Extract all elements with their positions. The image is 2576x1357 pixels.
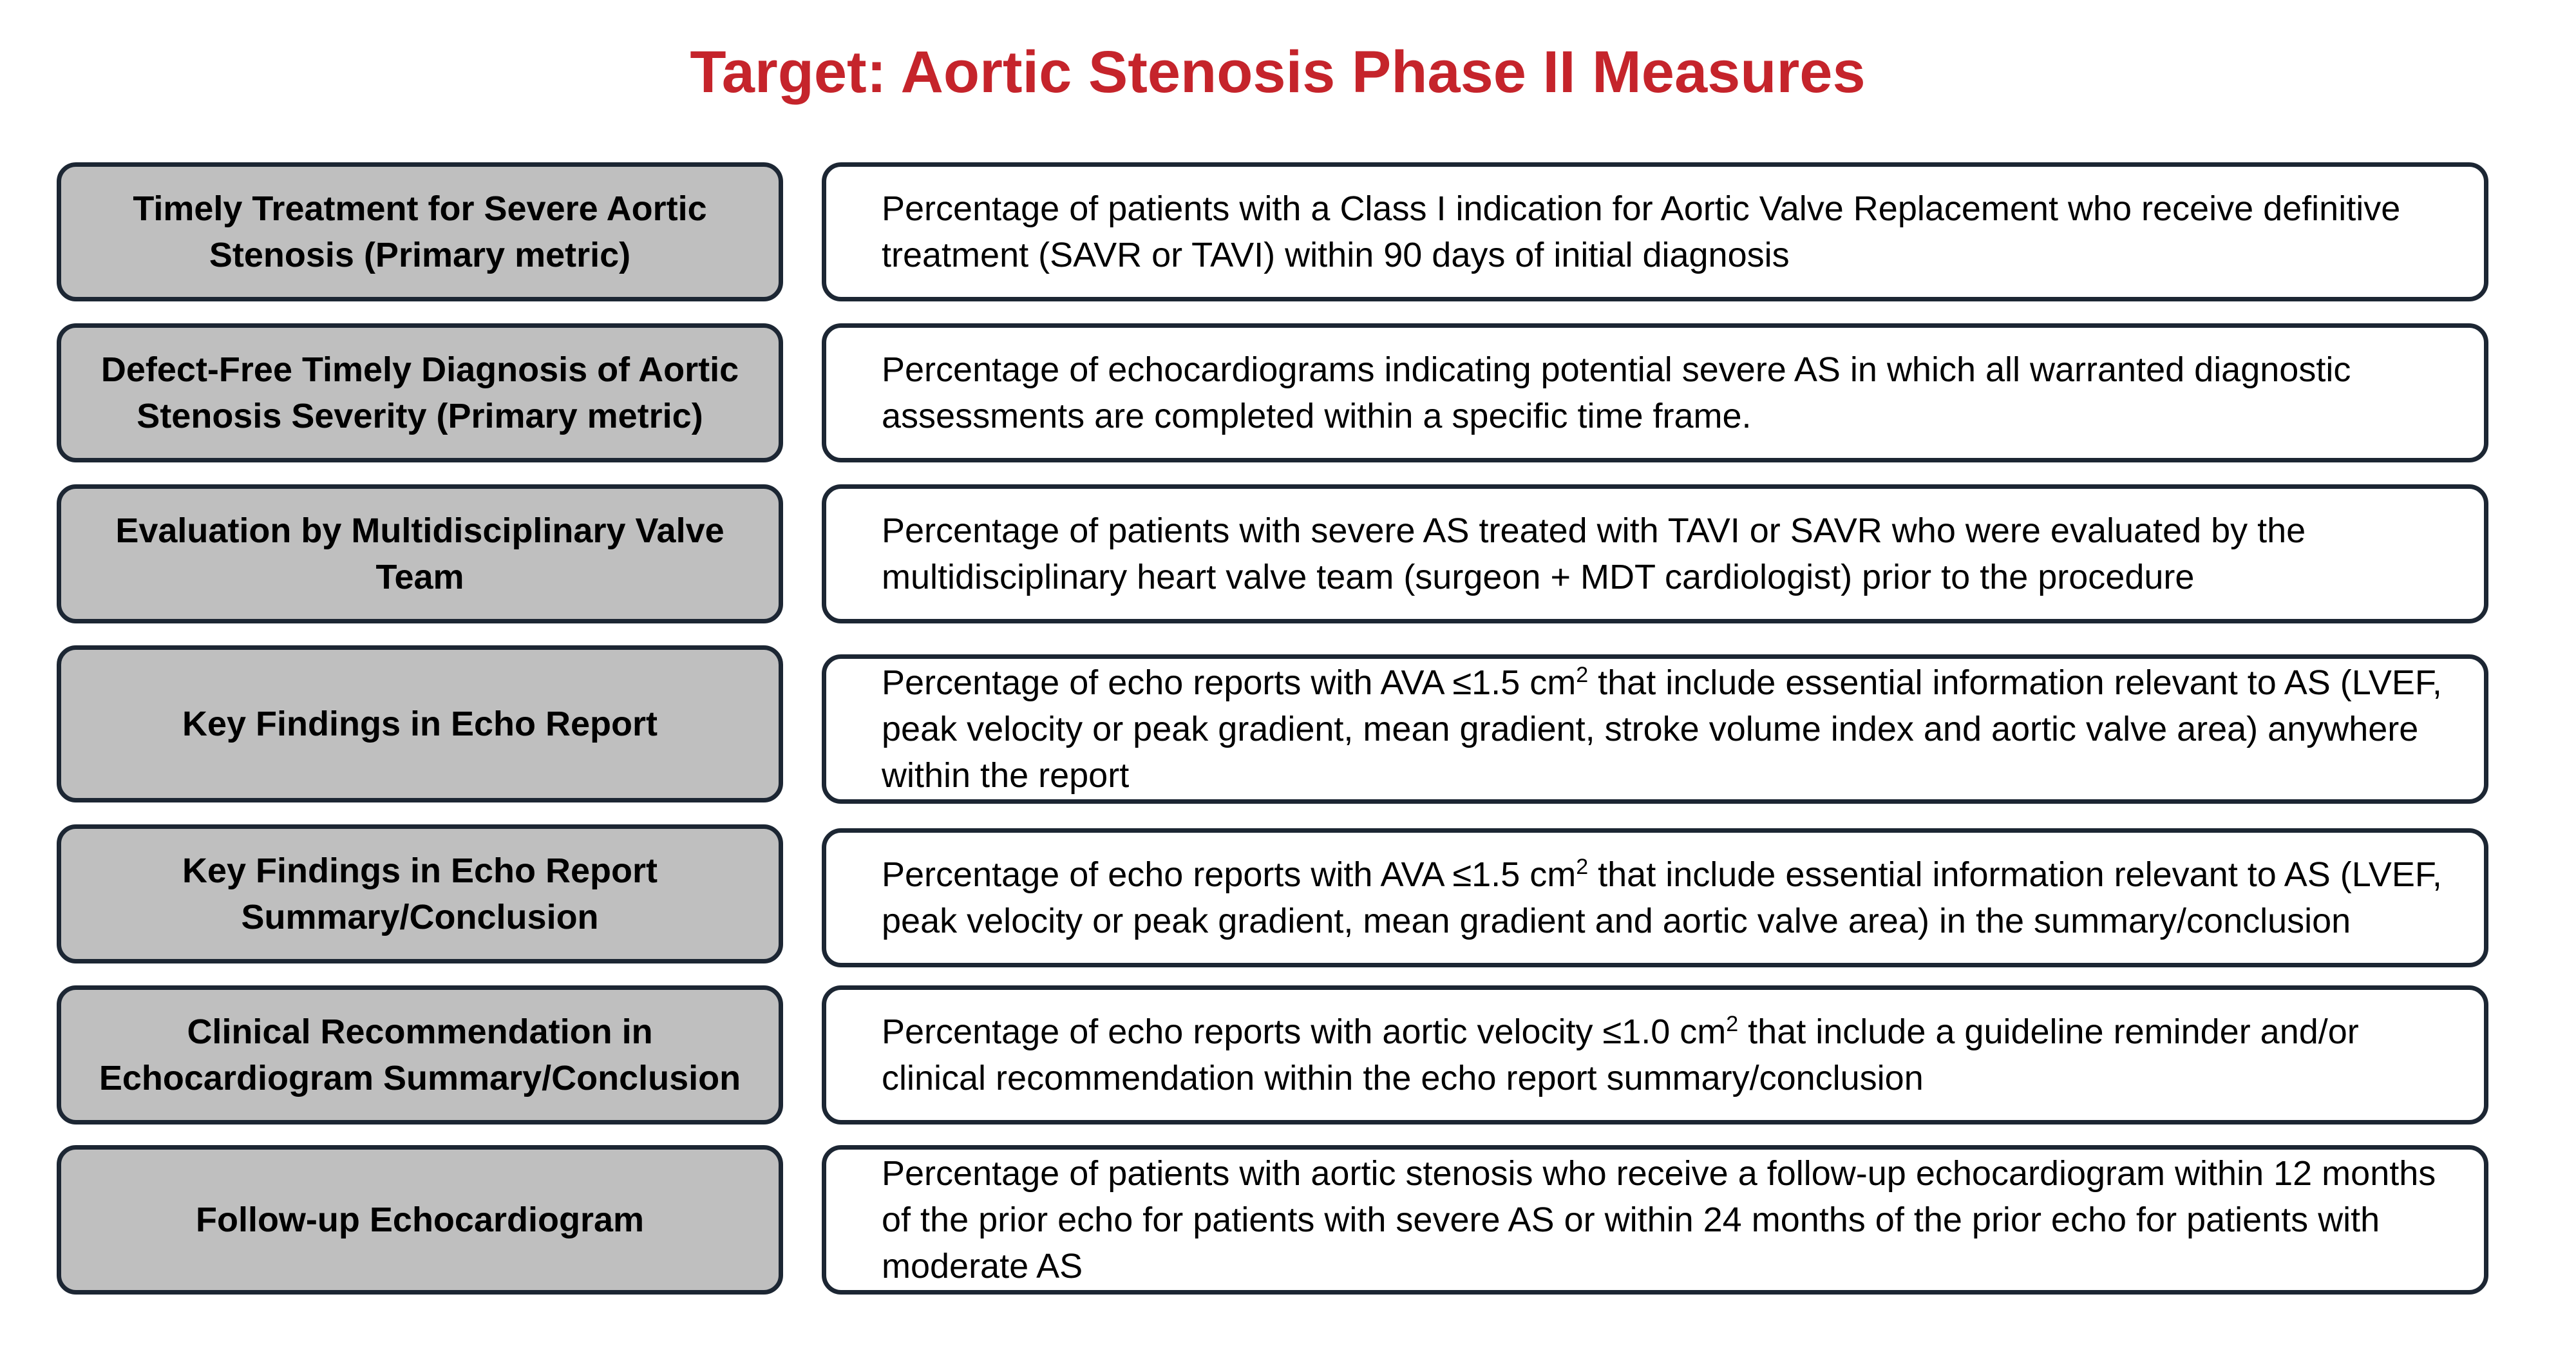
measure-name: Follow-up Echocardiogram bbox=[195, 1200, 645, 1239]
measure-description-box bbox=[822, 654, 2488, 804]
measure-name-box bbox=[57, 985, 783, 1125]
measure-row bbox=[57, 985, 2488, 1125]
measure-description-box bbox=[822, 162, 2488, 301]
measure-name: Clinical Recommendation in Echocardiogram Summary/Conclusion bbox=[99, 1012, 741, 1097]
measure-name-box bbox=[57, 162, 783, 301]
measure-description bbox=[882, 660, 2452, 799]
measure-row bbox=[57, 1145, 2488, 1295]
measure-description-box bbox=[822, 323, 2488, 462]
measure-description-part: that include essential information relevant to AS (LVEF, peak velocity or peak gradient, mean gradient, stroke volume index and aortic valve area) anywhere within the report bbox=[882, 663, 2442, 795]
measure-description-box bbox=[822, 1145, 2488, 1295]
measure-row bbox=[57, 484, 2488, 623]
measure-name-box bbox=[57, 1145, 783, 1295]
measure-name-box bbox=[57, 484, 783, 623]
measure-description-box bbox=[822, 828, 2488, 967]
measure-description bbox=[882, 851, 2452, 944]
measure-name: Defect-Free Timely Diagnosis of Aortic Stenosis Severity (Primary metric) bbox=[100, 350, 739, 435]
measure-description-part: Percentage of echo reports with AVA ≤1.5 cm bbox=[882, 663, 1577, 702]
measure-row bbox=[57, 824, 2488, 963]
measure-description-box bbox=[822, 484, 2488, 623]
measure-name: Evaluation by Multidisciplinary Valve Team bbox=[115, 511, 724, 596]
measure-name-box bbox=[57, 323, 783, 462]
measure-description-part: that include a guideline reminder and/or clinical recommendation within the echo report summary/conclusion bbox=[882, 1012, 2359, 1097]
page-title: Target: Aortic Stenosis Phase II Measures bbox=[690, 39, 1866, 105]
superscript: 2 bbox=[1576, 855, 1589, 879]
measure-description bbox=[882, 1009, 2452, 1101]
superscript: 2 bbox=[1726, 1012, 1739, 1036]
measure-row bbox=[57, 162, 2488, 301]
measure-description: Percentage of echocardiograms indicating potential severe AS in which all warranted diagnostic assessments are completed within a specific time frame. bbox=[882, 350, 2351, 435]
measure-row bbox=[57, 645, 2488, 802]
measure-name: Timely Treatment for Severe Aortic Stenosis (Primary metric) bbox=[133, 189, 707, 274]
measure-description: Percentage of patients with aortic stenosis who receive a follow-up echocardiogram within 12 months of the prior echo for patients with severe AS or within 24 months of the prior echo for patients with moderate AS bbox=[882, 1154, 2436, 1286]
measure-name-box bbox=[57, 824, 783, 963]
measure-description-box bbox=[822, 985, 2488, 1125]
measure-description: Percentage of patients with a Class I indication for Aortic Valve Replacement who receive definitive treatment (SAVR or TAVI) within 90 days of initial diagnosis bbox=[882, 189, 2401, 274]
measure-description-part: Percentage of echo reports with AVA ≤1.5 cm bbox=[882, 855, 1577, 894]
measure-name: Key Findings in Echo Report Summary/Conclusion bbox=[182, 851, 658, 936]
measure-description: Percentage of patients with severe AS treated with TAVI or SAVR who were evaluated by the multidisciplinary heart valve team (surgeon + MDT cardiologist) prior to the procedure bbox=[882, 511, 2306, 596]
superscript: 2 bbox=[1576, 663, 1589, 687]
measure-description-part: that include essential information relevant to AS (LVEF, peak velocity or peak gradient, mean gradient and aortic valve area) in the summary/conclusion bbox=[882, 855, 2442, 940]
measure-row bbox=[57, 323, 2488, 462]
measure-name-box bbox=[57, 645, 783, 802]
measure-description-part: Percentage of echo reports with aortic velocity ≤1.0 cm bbox=[882, 1012, 1727, 1051]
measure-name: Key Findings in Echo Report bbox=[182, 705, 658, 743]
